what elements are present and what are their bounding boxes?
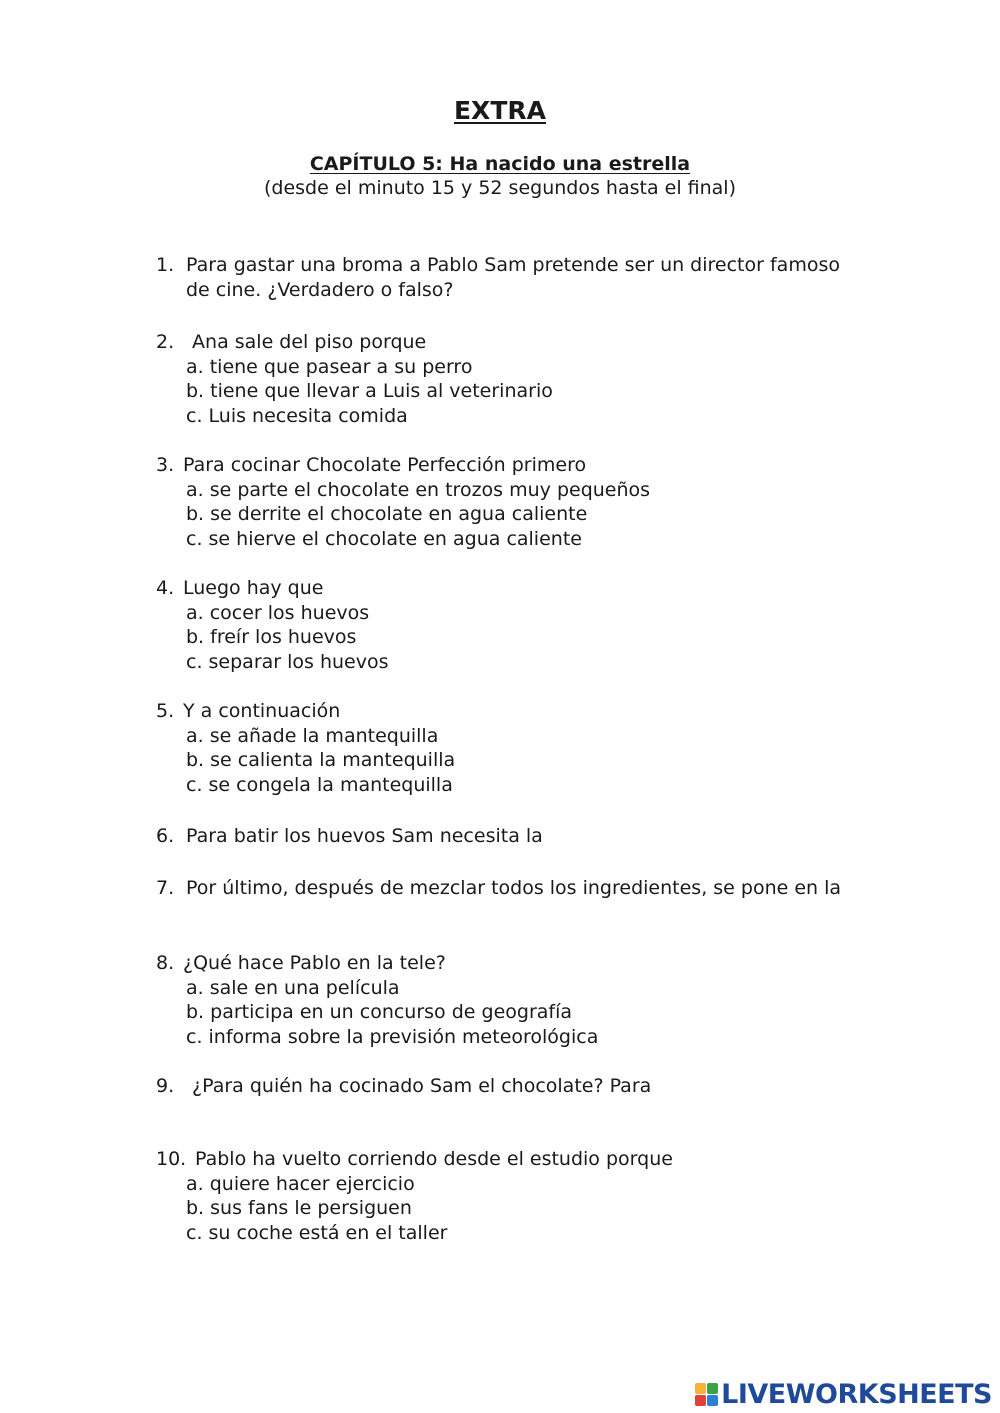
answer-option: a. se parte el chocolate en trozos muy pequeños xyxy=(186,478,651,501)
answer-option: c. informa sobre la previsión meteorológica xyxy=(186,1025,599,1048)
question-stem: Por último, después de mezclar todos los ingredientes, se pone en la xyxy=(186,877,842,899)
answer-option: c. se congela la mantequilla xyxy=(186,773,453,796)
logo-square xyxy=(707,1383,718,1394)
answer-option: c. su coche está en el taller xyxy=(186,1221,448,1244)
question-9 xyxy=(156,1074,936,1099)
question-stem: ¿Para quién ha cocinado Sam el chocolate? Para xyxy=(186,1075,652,1097)
answer-option: a. cocer los huevos xyxy=(186,601,370,624)
answer-option: c. se hierve el chocolate en agua caliente xyxy=(186,527,582,550)
question-4 xyxy=(156,576,936,674)
question-number: 3. xyxy=(156,454,175,476)
answer-option: b. participa en un concurso de geografía xyxy=(186,1001,573,1023)
question-number: 10. xyxy=(156,1148,187,1170)
liveworksheets-logo[interactable] xyxy=(695,1377,992,1411)
answer-option: b. freír los huevos xyxy=(186,626,357,648)
question-stem: Luego hay que xyxy=(183,577,324,599)
answer-option: a. se añade la mantequilla xyxy=(186,724,439,747)
liveworksheets-logo-icon xyxy=(695,1383,718,1406)
question-stem: Para cocinar Chocolate Perfección primero xyxy=(183,454,587,476)
answer-option: a. sale en una película xyxy=(186,976,400,999)
logo-square xyxy=(707,1395,718,1406)
answer-option: a. tiene que pasear a su perro xyxy=(186,355,473,378)
chapter-heading: CAPÍTULO 5: Ha nacido una estrella xyxy=(309,153,691,175)
answer-option: c. Luis necesita comida xyxy=(186,404,408,427)
logo-square xyxy=(695,1383,706,1394)
question-number: 8. xyxy=(156,952,175,974)
question-5 xyxy=(156,699,936,797)
question-number: 4. xyxy=(156,577,175,599)
question-number: 2. xyxy=(156,331,175,353)
question-stem: Y a continuación xyxy=(183,700,341,722)
question-number: 5. xyxy=(156,700,175,722)
answer-option: b. se derrite el chocolate en agua caliente xyxy=(186,503,588,525)
question-3 xyxy=(156,453,936,551)
question-stem: ¿Qué hace Pablo en la tele? xyxy=(183,952,446,974)
answer-option: c. separar los huevos xyxy=(186,650,389,673)
question-number: 7. xyxy=(156,877,175,899)
question-stem-continued: de cine. ¿Verdadero o falso? xyxy=(186,278,454,301)
answer-option: a. quiere hacer ejercicio xyxy=(186,1172,415,1195)
question-number: 6. xyxy=(156,825,175,847)
answer-option: b. tiene que llevar a Luis al veterinario xyxy=(186,380,553,402)
question-stem: Para batir los huevos Sam necesita la xyxy=(186,825,543,847)
logo-text: LIVEWORKSHEETS xyxy=(721,1378,992,1410)
question-8 xyxy=(156,951,936,1049)
question-6 xyxy=(156,824,936,849)
question-number: 1. xyxy=(156,254,175,276)
question-stem: Para gastar una broma a Pablo Sam pretende ser un director famoso xyxy=(186,254,840,276)
question-1 xyxy=(156,253,936,302)
question-7 xyxy=(156,876,936,901)
question-10 xyxy=(156,1147,936,1245)
worksheet-title: EXTRA xyxy=(453,96,546,125)
question-number: 9. xyxy=(156,1075,175,1097)
chapter-subtitle: (desde el minuto 15 y 52 segundos hasta el final) xyxy=(264,177,736,199)
question-2-body xyxy=(156,330,936,428)
question-stem: Ana sale del piso porque xyxy=(186,331,427,353)
answer-option: b. sus fans le persiguen xyxy=(186,1197,412,1219)
question-stem: Pablo ha vuelto corriendo desde el estudio porque xyxy=(195,1148,673,1170)
logo-square xyxy=(695,1395,706,1406)
answer-option: b. se calienta la mantequilla xyxy=(186,749,456,771)
